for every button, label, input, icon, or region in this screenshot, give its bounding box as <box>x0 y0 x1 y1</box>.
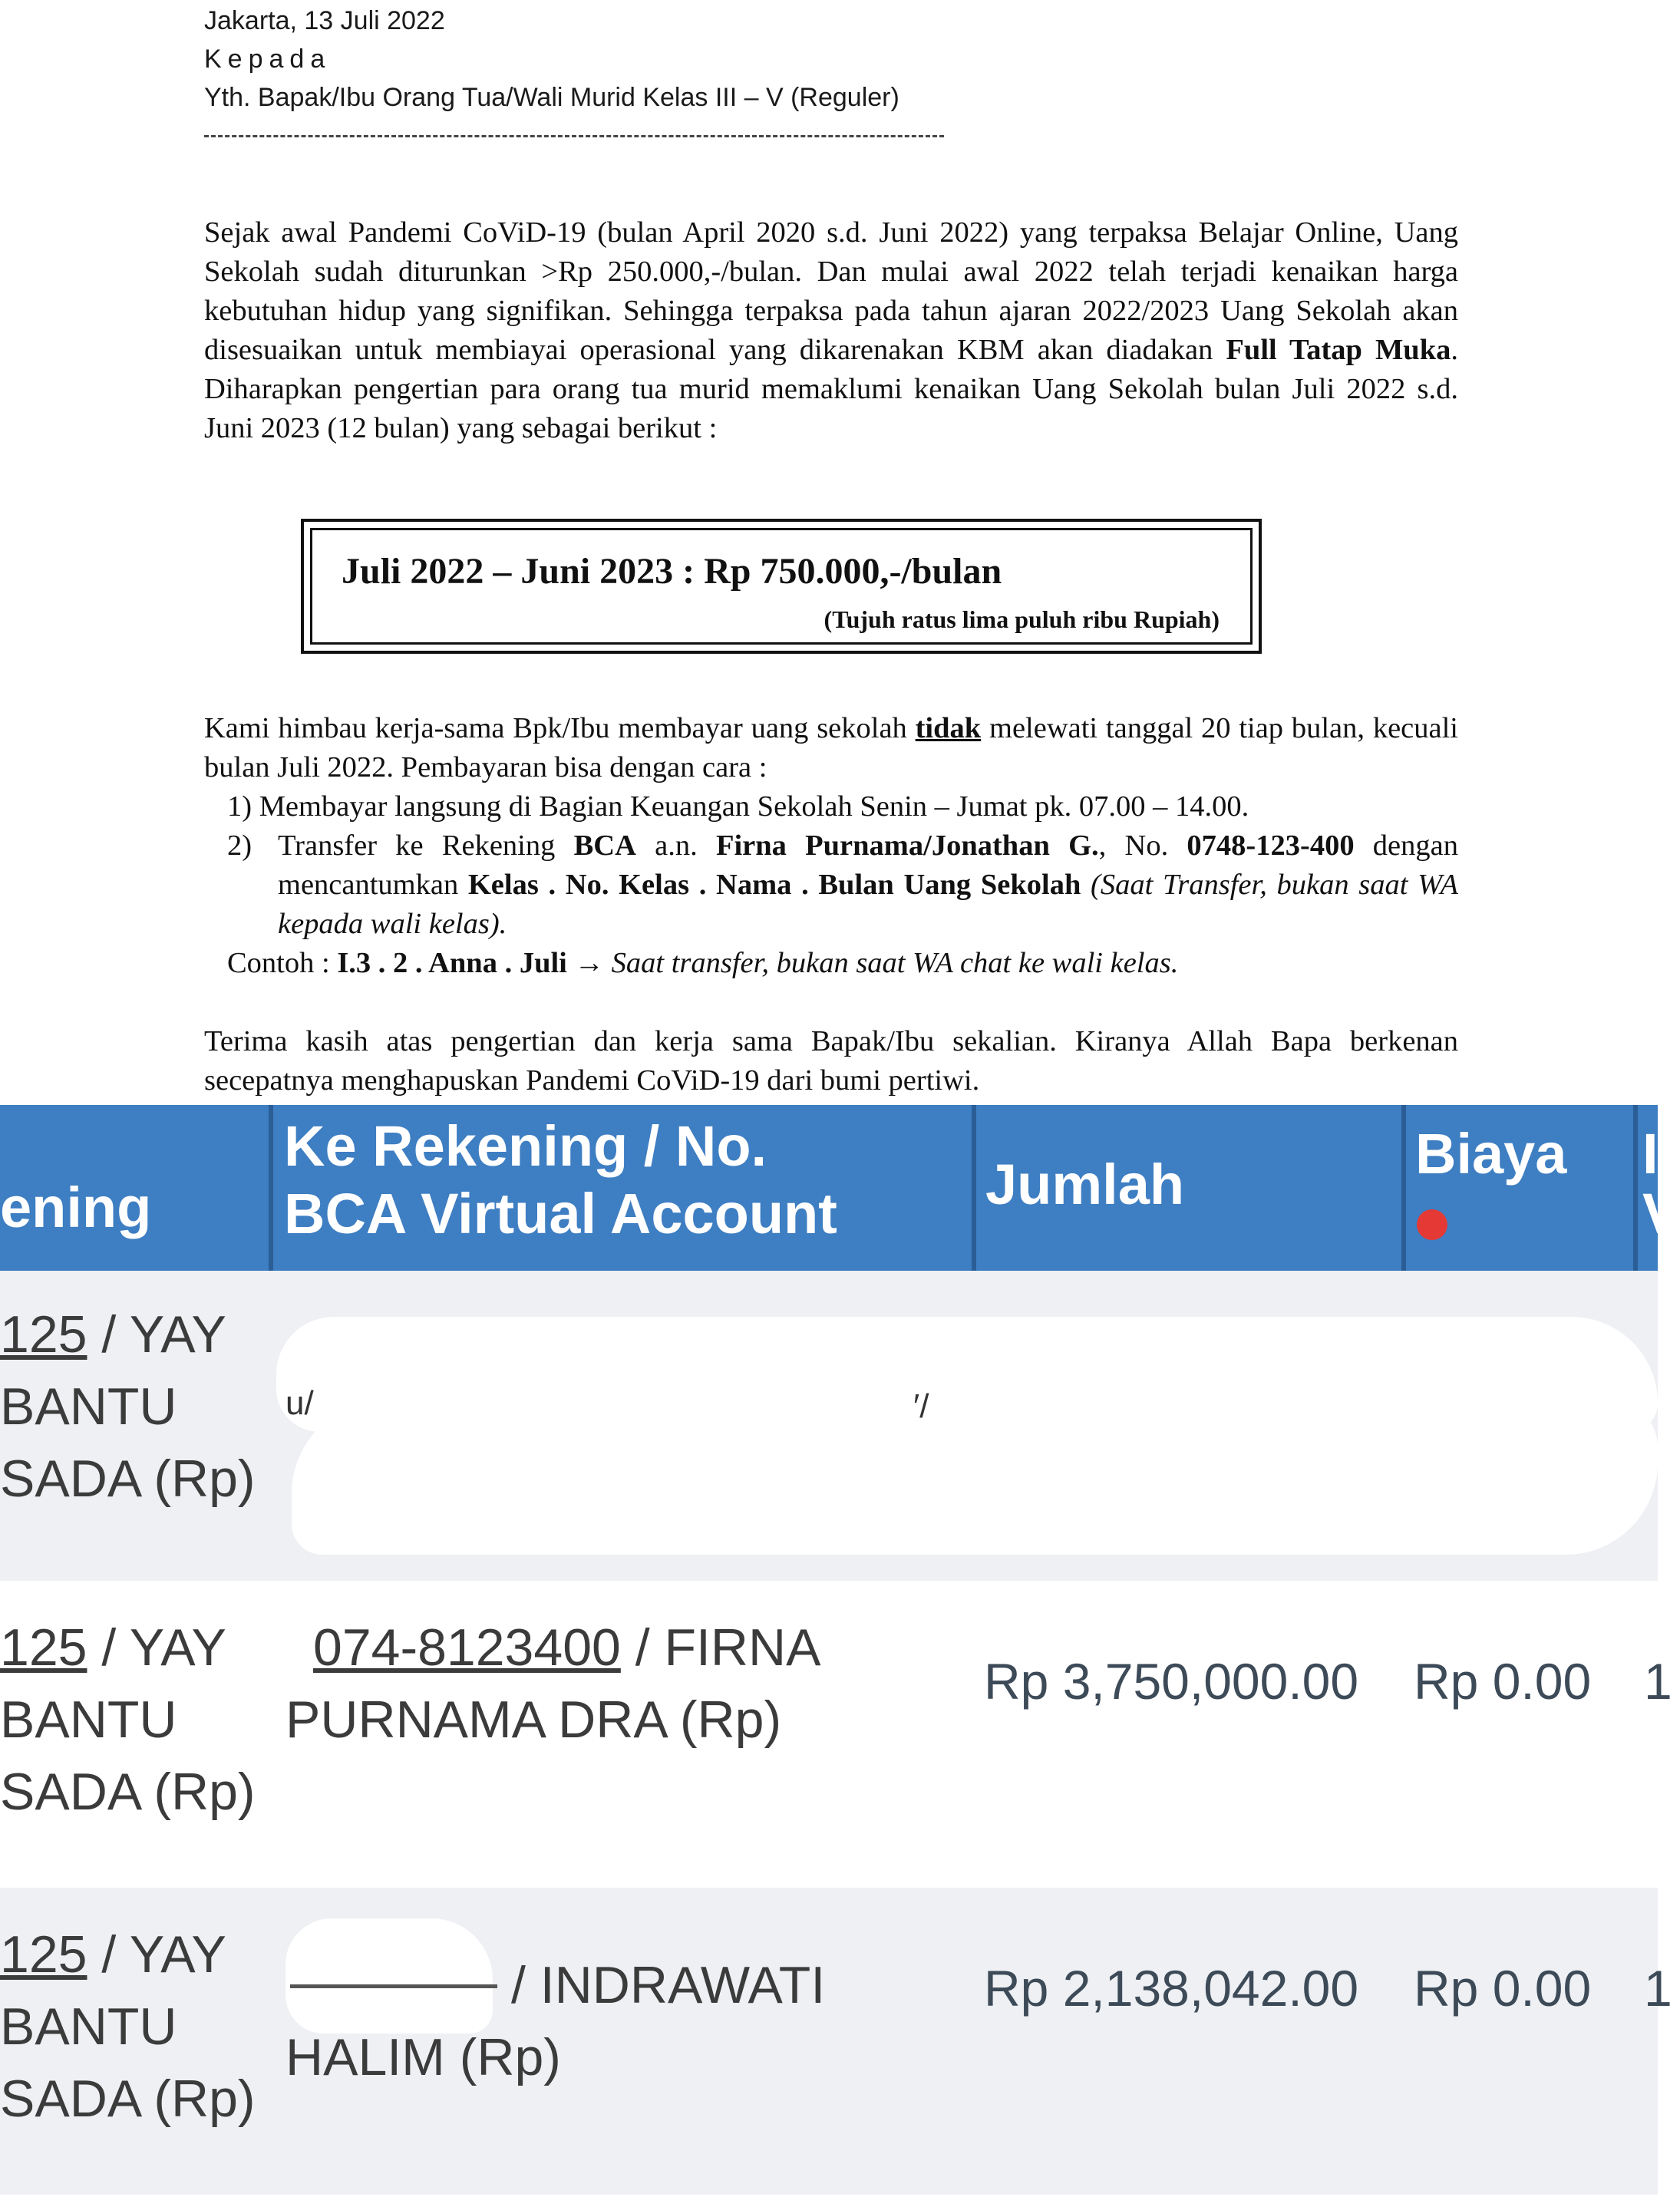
fee-value: Rp 0.00 <box>1414 1960 1592 2017</box>
from-account-number: 125 <box>0 1925 87 1984</box>
from-account-number: 125 <box>0 1305 87 1364</box>
account-underline <box>290 1984 497 1988</box>
intro-paragraph <box>204 213 1458 448</box>
to-account-rest: / FIRNA <box>620 1618 821 1677</box>
header-col5-top: I <box>1642 1122 1659 1186</box>
to-account-line2: PURNAMA DRA (Rp) <box>286 1690 782 1749</box>
m2-format: Kelas . No. Kelas . Nama . Bulan Uang Sekolah <box>467 869 1081 901</box>
m2-account-number: 0748-123-400 <box>1187 830 1355 862</box>
header-to-account-line2: BCA Virtual Account <box>284 1182 837 1245</box>
from-account-line1 <box>0 1298 226 1371</box>
dashed-divider <box>204 135 944 137</box>
header-to-account-line1: Ke Rekening / No. <box>284 1114 767 1178</box>
m2-text-b: a.n. <box>635 830 716 862</box>
example-note: Saat transfer, bukan saat WA chat ke wali kelas. <box>611 947 1179 979</box>
transfer-table <box>0 1105 1680 2210</box>
table-row-partial <box>0 2195 1658 2210</box>
to-account-fragment: u/ <box>286 1384 314 1422</box>
payment-method-1: 1) Membayar langsung di Bagian Keuangan Sekolah Senin – Jumat pk. 07.00 – 14.00. <box>227 790 1249 823</box>
m2-account-name: Firna Purnama/Jonathan G. <box>715 830 1099 862</box>
header-divider <box>1633 1105 1638 1271</box>
info-dot-icon <box>1417 1209 1447 1240</box>
fee-box-subtitle: (Tujuh ratus lima puluh ribu Rupiah) <box>823 605 1220 633</box>
from-account-line3: SADA (Rp) <box>0 1763 256 1821</box>
header-amount: Jumlah <box>985 1153 1185 1216</box>
from-account-line1 <box>0 1611 226 1684</box>
to-account-number: 074-8123400 <box>313 1618 621 1677</box>
from-account-line3: SADA (Rp) <box>0 2070 256 2128</box>
letter-kepada: Kepada <box>204 45 332 74</box>
from-account-rest: / YAY <box>87 1618 226 1677</box>
m2-note: (Saat Transfer, bukan saat WA kepada wali kelas). <box>278 869 1459 940</box>
m2-bank: BCA <box>573 830 636 862</box>
example-line <box>227 944 1178 983</box>
payment-text-1: Kami himbau kerja-sama Bpk/Ibu membayar uang sekolah <box>204 712 916 744</box>
letter-recipient: Yth. Bapak/Ibu Orang Tua/Wali Murid Kelas III – V (Reguler) <box>204 83 899 112</box>
table-row <box>0 1581 1672 1888</box>
from-account-line2: BANTU <box>0 1997 177 2056</box>
header-from-account: ening <box>0 1176 152 1239</box>
m2-text-a: Transfer ke Rekening <box>278 830 574 862</box>
letter-document <box>0 0 1658 1105</box>
intro-text-1: Sejak awal Pandemi CoViD-19 (bulan April 2020 s.d. Juni 2022) yang terpaksa Belajar Online, Uang Sekolah sudah diturunkan >Rp 250.000,-/bulan. Dan mulai awal 2022 telah terjadi kenaikan harga kebutuhan hidup yang signifikan. Sehingga terpaksa pada tahun ajaran 2022/2023 Uang Sekolah akan disesuaikan untuk membiayai operasional yang dikarenakan KBM akan diadakan <box>204 216 1458 366</box>
to-account-line1 <box>286 1611 821 1684</box>
extra-value: 1 <box>1644 1960 1672 2017</box>
to-account-line1: / INDRAWATI <box>511 1956 826 2014</box>
table-row <box>0 1271 1658 1581</box>
table-row <box>0 1888 1672 2195</box>
m2-text-d: dengan mencantumkan <box>278 830 1458 901</box>
from-account-rest: / YAY <box>87 1305 226 1364</box>
from-account-line3: SADA (Rp) <box>0 1450 256 1508</box>
extra-value: 1 <box>1644 1653 1672 1710</box>
header-fee: Biaya <box>1415 1122 1567 1186</box>
redaction-scribble <box>292 1401 1658 1555</box>
to-account-line2: HALIM (Rp) <box>286 2028 561 2086</box>
header-col5-bottom: V <box>1642 1182 1680 1245</box>
fee-box-inner-border <box>310 528 1253 645</box>
from-account-rest: / YAY <box>87 1925 226 1984</box>
from-account-line2: BANTU <box>0 1690 177 1749</box>
letter-date: Jakarta, 13 Juli 2022 <box>204 6 445 35</box>
intro-bold: Full Tatap Muka <box>1226 334 1451 366</box>
payment-text-2: melewati tanggal 20 tiap bulan, kecuali bulan Juli 2022. Pembayaran bisa dengan cara : <box>204 712 1458 783</box>
payment-method-2-body <box>278 826 1458 944</box>
from-account-number: 125 <box>0 1618 87 1677</box>
to-account-fragment: ′/ <box>913 1387 929 1425</box>
fee-box-title: Juli 2022 – Juni 2023 : Rp 750.000,-/bulan <box>342 551 1002 592</box>
payment-method-2 <box>227 826 1458 944</box>
fee-box <box>301 519 1262 654</box>
example-code: I.3 . 2 . Anna . Juli <box>337 947 567 979</box>
closing-paragraph: Terima kasih atas pengertian dan kerja sama Bapak/Ibu sekalian. Kiranya Allah Bapa berkenan secepatnya menghapuskan Pandemi CoViD-19 dari bumi pertiwi. <box>204 1025 1458 1097</box>
redaction-scribble <box>286 1918 493 2034</box>
from-account-line1 <box>0 1918 226 1991</box>
example-label: Contoh : <box>227 947 338 979</box>
payment-paragraph <box>204 709 1458 787</box>
from-account-line2: BANTU <box>0 1377 177 1436</box>
payment-method-2-number: 2) <box>227 830 252 862</box>
intro-text-2: . Diharapkan pengertian para orang tua murid memaklumi kenaikan Uang Sekolah bulan Juli 2022 s.d. Juni 2023 (12 bulan) yang sebagai berikut : <box>204 334 1458 444</box>
amount-value: Rp 3,750,000.00 <box>984 1653 1359 1710</box>
payment-tidak: tidak <box>915 712 982 744</box>
header-divider <box>972 1105 976 1271</box>
header-divider <box>1401 1105 1406 1271</box>
m2-text-c: , No. <box>1098 830 1187 862</box>
header-divider <box>269 1105 273 1271</box>
table-header <box>0 1105 1680 1271</box>
fee-value: Rp 0.00 <box>1414 1653 1592 1710</box>
amount-value: Rp 2,138,042.00 <box>984 1960 1359 2017</box>
example-arrow: → <box>566 947 612 979</box>
